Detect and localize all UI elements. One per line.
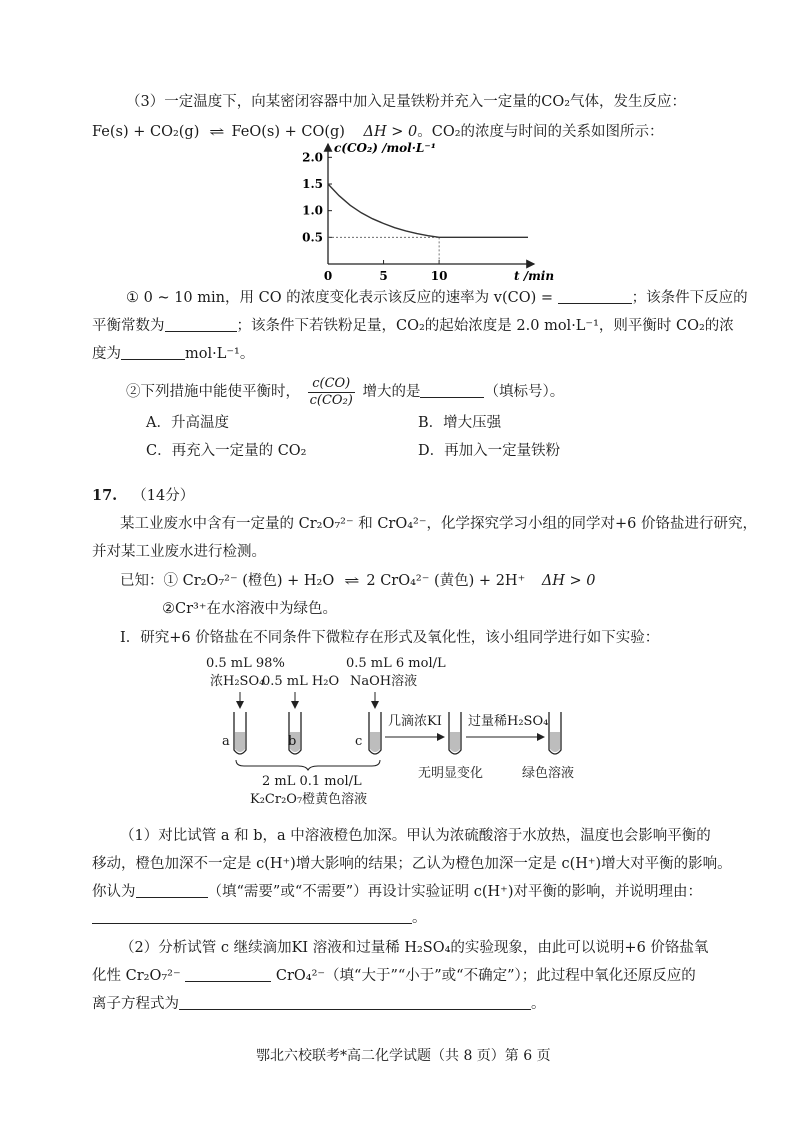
sub1-line2: 移动，橙色加深不一定是 c(H⁺)增大影响的结果；乙认为橙色加深一定是 c(H⁺)增大对平衡的影响。 [92,856,732,872]
solution-line2: K₂Cr₂O₇橙黄色溶液 [250,792,368,807]
reagent-a-line1: 0.5 mL 98% [206,656,285,671]
q3-p2-a: ②下列措施中能使平衡时， [126,384,300,400]
q17-intro1: 某工业废水中含有一定量的 Cr₂O₇²⁻ 和 CrO₄²⁻，化学探究学习小组的同学对+6 价铬盐进行研究， [120,516,758,532]
reagent-b: 0.5 mL H₂O [262,674,340,689]
q3-p1-a: ① 0 ~ 10 min，用 CO 的浓度变化表示该反应的速率为 v(CO) = [126,290,554,306]
answer-blank-rate[interactable] [558,289,632,304]
fraction-denominator: c(CO₂) [309,392,353,408]
solution-line1: 2 mL 0.1 mol/L [262,774,362,789]
q3-intro: （3）一定温度下，向某密闭容器中加入足量铁粉并充入一定量的CO₂气体，发生反应： [126,94,687,110]
reagent-c-line2: NaOH溶液 [350,674,418,689]
answer-blank-need[interactable] [136,883,208,898]
known1-right: 2 CrO₄²⁻ (黄色) + 2H⁺ [366,573,526,589]
reagent-c-line1: 0.5 mL 6 mol/L [346,656,446,671]
q17-known2: ②Cr³⁺在水溶液中为绿色。 [162,601,337,617]
y-tick-label: 1.5 [302,177,323,191]
q3-part1-line1 [126,288,748,308]
ratio-fraction [308,376,355,409]
q3-p1-e: 度为 [92,346,121,362]
q17-part1-title: I．研究+6 价铬盐在不同条件下微粒存在形式及氧化性，该小组同学进行如下实验： [120,630,660,646]
q3-p1-c: 平衡常数为 [92,318,165,334]
option-d: D．再加入一定量铁粉 [418,443,561,459]
q3-p1-f: mol·L⁻¹。 [185,346,255,362]
test-tube-ki-icon [449,712,461,754]
x-tick-label: 0 [323,269,333,283]
q17-number: 17. [92,487,118,504]
x-tick-label: 5 [379,269,388,283]
y-tick-label: 1.0 [302,203,323,218]
arrow1-label: 几滴浓KI [388,714,442,729]
arrow2-label: 过量稀H₂SO₄ [468,714,549,729]
equilibrium-arrow-icon: ⇌ [344,574,357,589]
option-c: C．再充入一定量的 CO₂ [146,443,307,459]
sub2-line3 [92,994,546,1014]
q3-part1-line3 [92,344,254,364]
answer-blank-compare[interactable] [185,967,271,982]
fraction-numerator: c(CO) [308,376,355,393]
test-tube-acid-icon [549,712,561,754]
known1-left: ① Cr₂O₇²⁻ (橙色) + H₂O [163,573,335,589]
x-tick-label: 10 [430,269,448,283]
delta-h: ΔH > 0 [363,124,418,140]
sub1-line3 [92,882,702,902]
y-axis-label: c(CO₂) /mol·L⁻¹ [334,141,436,155]
sub1-l3a: 你认为 [92,884,136,900]
sub1-line1: （1）对比试管 a 和 b，a 中溶液橙色加深。甲认为浓硫酸溶于水放热，温度也会影响平衡的 [120,828,711,844]
answer-blank-equation[interactable] [179,995,531,1010]
q3-p2-c: （填标号）。 [484,384,565,400]
answer-blank-k[interactable] [165,317,237,332]
sub1-l4: 。 [412,910,427,926]
tube-label-c: c [355,734,363,749]
reaction-tail: 。CO₂的浓度与时间的关系如图所示： [417,124,664,140]
test-tube-a-icon [234,712,246,754]
sub2-l2a: 化性 Cr₂O₇²⁻ [92,968,181,984]
sub1-l3b: （填“需要”或“不需要”）再设计实验证明 c(H⁺)对平衡的影响，并说明理由： [207,884,702,900]
sub2-l2b: CrO₄²⁻（填“大于”“小于”或“不确定”）；此过程中氧化还原反应的 [275,968,696,984]
q3-p1-b: ；该条件下反应的 [631,290,748,306]
option-b: B．增大压强 [418,415,502,431]
q17-header [92,486,194,506]
y-tick-label: 2.0 [302,150,323,165]
co2-concentration-chart [290,140,555,285]
q3-part2 [126,372,564,412]
reaction-left: Fe(s) + CO₂(g) [92,124,200,140]
reaction-right: FeO(s) + CO(g) [231,124,345,140]
result2-label: 绿色溶液 [522,766,575,781]
page-footer: 鄂北六校联考*高二化学试题（共 8 页）第 6 页 [256,1048,551,1064]
sub1-line4 [92,908,427,928]
equilibrium-arrow-icon: ⇌ [209,125,222,140]
test-tube-c-icon [369,712,381,754]
tube-label-b: b [288,734,297,749]
grouping-brace [236,760,380,770]
answer-blank-co2-conc[interactable] [121,345,185,360]
q17-known1 [120,571,596,592]
answer-blank-reason[interactable] [92,909,412,924]
q17-points: （14分） [132,488,195,504]
sub2-l3a: 离子方程式为 [92,996,179,1012]
sub2-line1: （2）分析试管 c 继续滴加KI 溶液和过量稀 H₂SO₄的实验现象，由此可以说明+6 价铬盐氧 [120,940,709,956]
x-axis-label: t /min [514,269,555,283]
experiment-apparatus [200,690,600,770]
known-label: 已知： [120,573,164,589]
sub2-line2 [92,966,696,986]
known1-dh: ΔH > 0 [541,573,596,589]
q3-p2-b: 增大的是 [362,384,421,400]
result1-label: 无明显变化 [418,766,484,781]
q3-part1-line2 [92,316,734,336]
tube-label-a: a [222,734,230,749]
answer-blank-measure[interactable] [420,383,484,398]
q17-intro2: 并对某工业废水进行检测。 [92,544,266,560]
option-a: A．升高温度 [146,415,229,431]
reagent-a-line2: 浓H₂SO₄ [210,674,265,689]
series-line-co2 [328,184,528,237]
q3-p1-d: ；该条件下若铁粉足量，CO₂的起始浓度是 2.0 mol·L⁻¹，则平衡时 CO₂的浓 [236,318,734,334]
sub2-l3b: 。 [531,996,546,1012]
y-tick-label: 0.5 [302,230,323,245]
